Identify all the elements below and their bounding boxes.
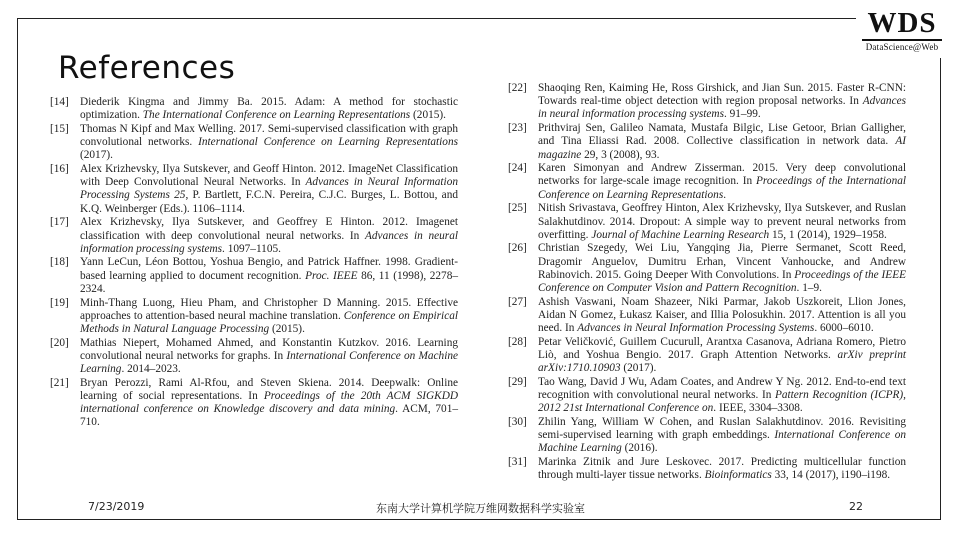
reference-text [80, 256, 458, 296]
reference-details: . 91–99. [723, 108, 761, 121]
reference-details: (2017). [620, 362, 657, 375]
reference-text [538, 296, 906, 336]
reference-venue: Conference on Empirical Methods in Natural Language Processing [80, 309, 458, 335]
reference-venue: Pattern Recognition (ICPR), 2012 21st International Conference on [538, 389, 906, 415]
reference-venue: International Conference on Machine Learning [80, 349, 459, 376]
reference-venue: Advances in neural information processing systems [538, 95, 906, 121]
reference-entry [508, 82, 906, 122]
reference-number: [28] [508, 335, 527, 348]
reference-text [80, 123, 458, 163]
reference-details: 15, 1 (2014), 1929–1958. [769, 228, 887, 241]
reference-authors-title: Bryan Perozzi, Rami Al-Rfou, and Steven Skiena. 2014. Deepwalk: Online learning of social representations. In [80, 376, 458, 402]
reference-number: [16] [50, 163, 69, 176]
reference-text [538, 202, 906, 242]
reference-text [538, 82, 906, 122]
reference-number: [27] [508, 295, 527, 308]
reference-entry [50, 96, 458, 122]
reference-authors-title: Zhilin Yang, William W Cohen, and Ruslan Salakhutdinov. 2016. Revisiting semi-supervised learning with graph embeddings. [538, 416, 906, 442]
reference-venue: International Conference on Learning Representations [198, 136, 458, 149]
reference-details: . 6000–6010. [814, 322, 874, 335]
reference-number: [26] [508, 242, 527, 255]
reference-text [538, 416, 906, 456]
reference-entry [508, 242, 906, 295]
reference-number: [22] [508, 82, 527, 94]
reference-number: [24] [508, 162, 527, 175]
reference-entry [508, 122, 906, 162]
reference-entry [50, 256, 458, 296]
reference-details: (2015). [269, 322, 305, 335]
reference-text [80, 337, 458, 377]
reference-text [80, 96, 458, 122]
reference-number: [17] [50, 216, 69, 229]
reference-venue: Advances in Neural Information Processing Systems [577, 322, 815, 335]
reference-details: 86, 11 (1998), 2278–2324. [80, 269, 459, 295]
reference-entry [508, 456, 906, 482]
reference-details: , P. Bartlett, F.C.N. Pereira, C.J.C. Burges, L. Bottou, and K.Q. Weinberger (Eds.). 1106–1114. [80, 189, 458, 215]
reference-details: 33, 14 (2017), i190–i198. [771, 469, 891, 482]
reference-entry [50, 337, 458, 377]
logo-sub-text: DataScience@Web [865, 41, 939, 52]
page-number: 22 [849, 500, 863, 513]
slide-title: References [58, 50, 236, 86]
reference-entry [508, 416, 906, 456]
reference-text [538, 456, 906, 482]
footer-date: 7/23/2019 [88, 500, 145, 513]
reference-authors-title: Minh-Thang Luong, Hieu Pham, and Christopher D Manning. 2015. Effective approaches to attention-based neural machine translation. [80, 296, 458, 322]
reference-details: . [723, 188, 727, 201]
reference-venue: Journal of Machine Learning Research [591, 228, 770, 241]
references-right-column [508, 82, 906, 483]
reference-details: . 1–9. [796, 282, 822, 295]
references-left-column [50, 96, 458, 430]
reference-details: (2017). [80, 149, 113, 162]
reference-number: [31] [508, 456, 527, 469]
reference-venue: Proceedings of the IEEE Conference on Computer Vision and Pattern Recognition [538, 268, 906, 295]
reference-authors-title: Diederik Kingma and Jimmy Ba. 2015. Adam: A method for stochastic optimization. [80, 96, 458, 122]
reference-number: [14] [50, 96, 69, 108]
reference-authors-title: Christian Szegedy, Wei Liu, Yangqing Jia, Pierre Sermanet, Scott Reed, Dragomir Anguelov, Dumitru Erhan, Vincent Vanhoucke, and Andrew Rabinovich. 2015. Going Deeper With Convolutions. In [538, 242, 906, 281]
reference-entry [50, 297, 458, 337]
reference-venue: Proceedings of the International Conference on Learning Representations [538, 175, 907, 201]
reference-entry [50, 163, 458, 216]
reference-number: [29] [508, 375, 527, 388]
reference-authors-title: Karen Simonyan and Andrew Zisserman. 2015. Very deep convolutional networks for large-scale image recognition. In [538, 162, 906, 188]
reference-entry [50, 216, 458, 256]
reference-number: [23] [508, 122, 527, 135]
reference-authors-title: Tao Wang, David J Wu, Adam Coates, and Andrew Y Ng. 2012. End-to-end text recognition with convolutional neural networks. In [538, 375, 906, 402]
reference-text [80, 163, 458, 216]
reference-details: . 1097–1105. [222, 242, 281, 255]
reference-authors-title: Alex Krizhevsky, Ilya Sutskever, and Geoff Hinton. 2012. ImageNet Classification with Deep Convolutional Neural Networks. In [80, 163, 458, 189]
reference-venue: Proceedings of the 20th ACM SIGKDD international conference on Knowledge discovery and data mining [80, 389, 459, 416]
reference-authors-title: Ashish Vaswani, Noam Shazeer, Niki Parmar, Jakob Uszkoreit, Llion Jones, Aidan N Gomez, Łukasz Kaiser, and Illia Polosukhin. 2017. Attention is all you need. In [538, 295, 906, 335]
reference-venue: Advances in neural information processing systems [80, 229, 458, 255]
reference-number: [25] [508, 202, 527, 215]
reference-authors-title: Petar Veličković, Guillem Cucurull, Arantxa Casanova, Adriana Romero, Pietro Liò, and Yoshua Bengio. 2017. Graph Attention Networks. [538, 335, 906, 362]
reference-text [538, 336, 906, 376]
reference-authors-title: Shaoqing Ren, Kaiming He, Ross Girshick, and Jian Sun. 2015. Faster R-CNN: Towards real-time object detection with region proposal networks. In [538, 82, 906, 108]
reference-text [80, 216, 458, 256]
reference-text [80, 297, 458, 337]
reference-details: . 2014–2023. [121, 363, 181, 376]
reference-authors-title: Mathias Niepert, Mohamed Ahmed, and Konstantin Kutzkov. 2016. Learning convolutional neural networks for graphs. In [80, 336, 458, 362]
reference-details: 29, 3 (2008), 93. [581, 148, 660, 161]
logo-rule [862, 39, 942, 41]
reference-number: [30] [508, 416, 527, 429]
reference-entry [508, 202, 906, 242]
reference-entry [508, 296, 906, 336]
reference-venue: International Conference on Machine Learning [538, 429, 906, 455]
reference-number: [18] [50, 256, 69, 269]
reference-venue: Advances in Neural Information Processing Systems 25 [80, 176, 458, 202]
reference-authors-title: Prithviraj Sen, Galileo Namata, Mustafa Bilgic, Lise Getoor, Brian Galligher, and Tina Eliassi Rad. 2008. Collective classification in network data. [538, 122, 906, 148]
reference-number: [21] [50, 376, 69, 389]
reference-details: . IEEE, 3304–3308. [713, 402, 803, 415]
reference-entry [50, 377, 458, 430]
wds-logo [856, 8, 948, 58]
reference-authors-title: Thomas N Kipf and Max Welling. 2017. Semi-supervised classification with graph convolutional networks. [80, 122, 458, 149]
reference-details: . ACM, 701–710. [80, 403, 458, 429]
reference-text [538, 122, 906, 162]
reference-venue: The International Conference on Learning Representations [142, 109, 411, 122]
reference-venue: AI magazine [538, 135, 906, 161]
reference-venue: Proc. IEEE [305, 269, 358, 282]
reference-text [538, 376, 906, 416]
reference-text [80, 377, 458, 430]
reference-entry [50, 123, 458, 163]
reference-details: (2015). [410, 109, 446, 122]
reference-entry [508, 162, 906, 202]
reference-text [538, 242, 906, 295]
reference-text [538, 162, 906, 202]
reference-number: [20] [50, 336, 69, 349]
footer-organization: 东南大学计算机学院万维网数据科学实验室 [376, 502, 585, 515]
reference-details: (2016). [621, 442, 658, 455]
reference-venue: arXiv preprint arXiv:1710.10903 [538, 349, 906, 375]
reference-venue: Bioinformatics [704, 469, 772, 482]
reference-number: [15] [50, 122, 69, 135]
reference-authors-title: Alex Krizhevsky, Ilya Sutskever, and Geoffrey E Hinton. 2012. Imagenet classification with deep convolutional neural networks. In [80, 216, 458, 242]
reference-authors-title: Yann LeCun, Léon Bottou, Yoshua Bengio, and Patrick Haffner. 1998. Gradient-based learning applied to document recognition. [80, 256, 458, 282]
reference-entry [508, 336, 906, 376]
reference-authors-title: Nitish Srivastava, Geoffrey Hinton, Alex Krizhevsky, Ilya Sutskever, and Ruslan Salakhutdinov. 2014. Dropout: A simple way to prevent neural networks from overfitting. [538, 202, 906, 241]
reference-number: [19] [50, 296, 69, 309]
reference-authors-title: Marinka Zitnik and Jure Leskovec. 2017. Predicting multicellular function through multi-layer tissue networks. [538, 456, 906, 482]
logo-main-text: WDS [867, 7, 937, 39]
reference-entry [508, 376, 906, 416]
